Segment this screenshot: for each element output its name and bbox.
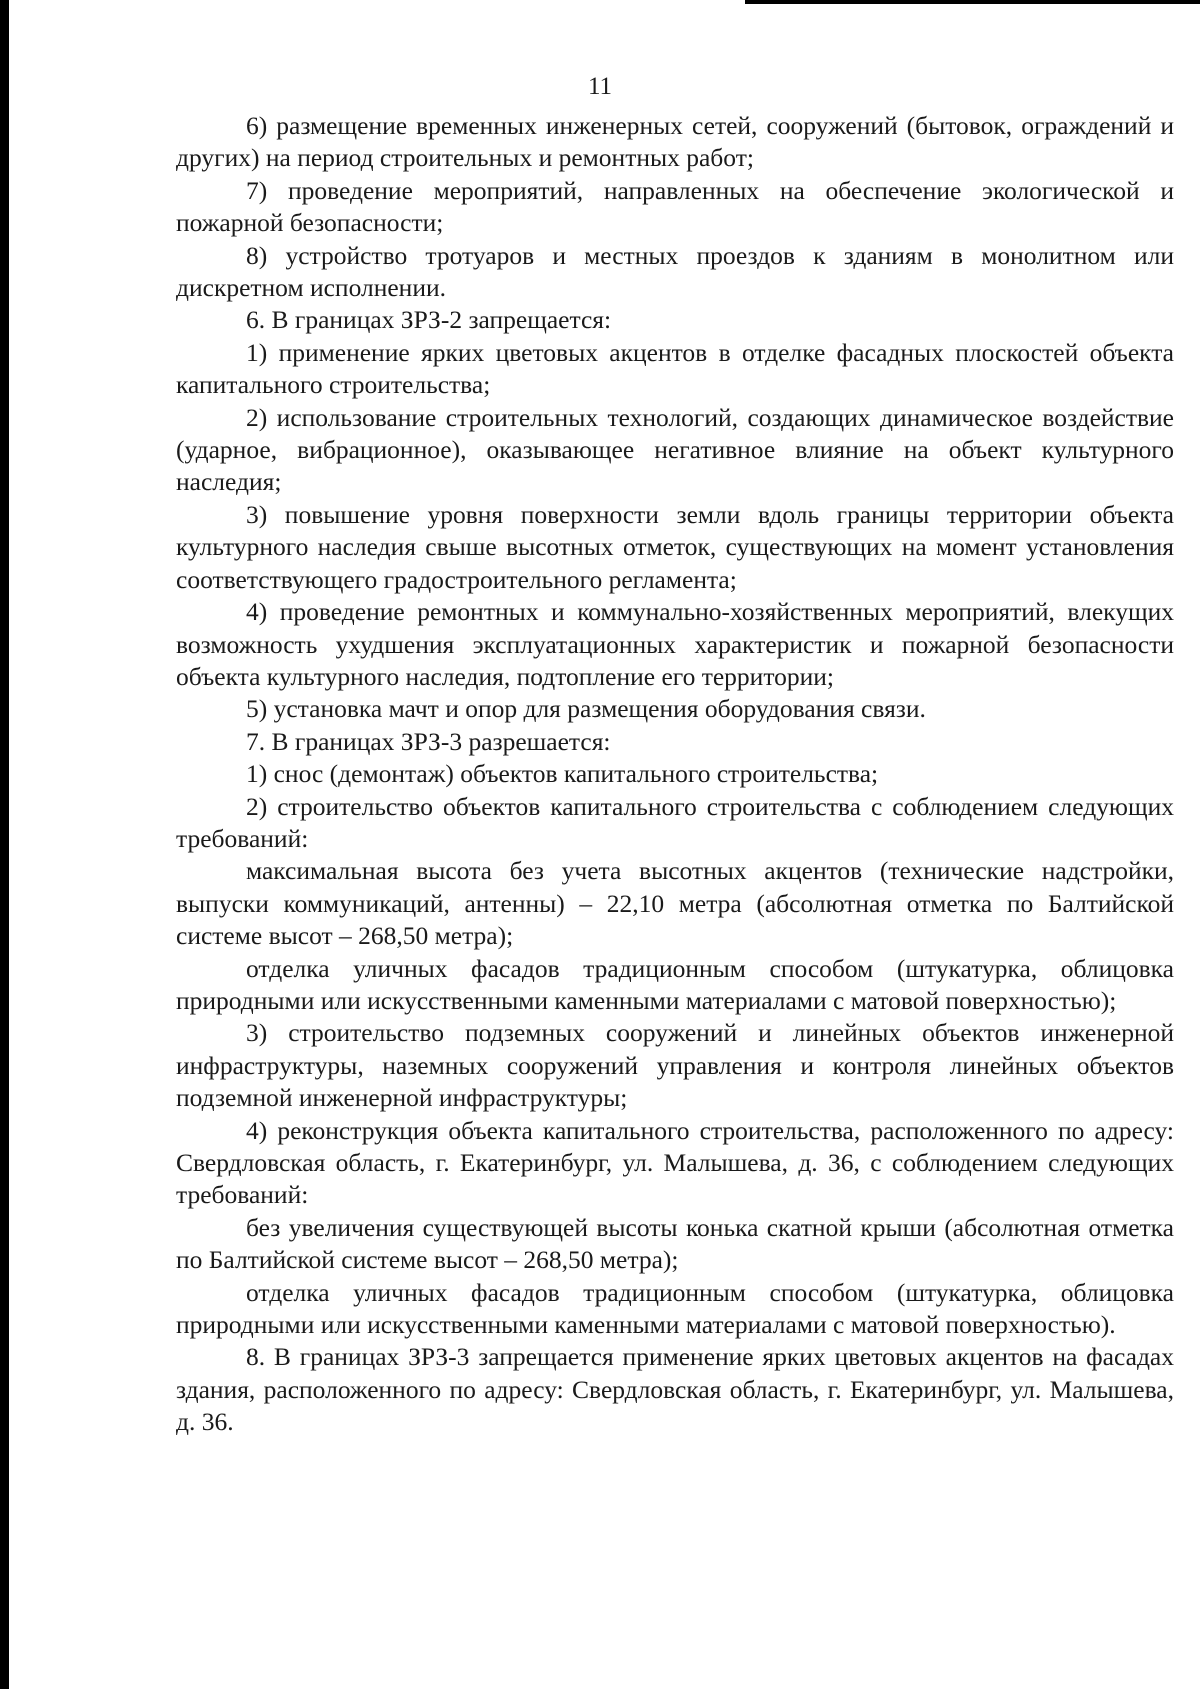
document-body — [176, 110, 1174, 1439]
scan-edge-left — [0, 0, 9, 1689]
section-8-paragraph: 8. В границах ЗРЗ-3 запрещается применение ярких цветовых акцентов на фасадах здания, расположенного по адресу: Свердловская область, г. Екатеринбург, ул. Малышева, д. 36. — [176, 1342, 1174, 1437]
paragraph-zrz2-item-5: 5) установка мачт и опор для размещения оборудования связи. — [246, 694, 926, 724]
section-7-heading: 7. В границах ЗРЗ-3 разрешается: — [246, 726, 611, 756]
paragraph-zrz2-item-4: 4) проведение ремонтных и коммунально-хозяйственных мероприятий, влекущих возможность ухудшения эксплуатационных характеристик и пожарной безопасности объекта культурного наследия, подтопление его территории; — [176, 597, 1174, 691]
paragraph-zrz3-item-4: 4) реконструкция объекта капитального строительства, расположенного по адресу: Свердловская область, г. Екатеринбург, ул. Малышева, д. 36, с соблюдением следующих требований: — [176, 1115, 1174, 1210]
paragraph-zrz3-item-4-roof: без увеличения существующей высоты конька скатной крыши (абсолютная отметка по Балтийской системе высот – 268,50 метра); — [176, 1212, 1174, 1275]
paragraph-zrz2-item-1: 1) применение ярких цветовых акцентов в отделке фасадных плоскостей объекта капитального строительства; — [176, 337, 1174, 400]
page-number: 11 — [587, 73, 613, 100]
scan-edge-top — [745, 0, 1200, 4]
paragraph-zrz3-item-2-facade: отделка уличных фасадов традиционным способом (штукатурка, облицовка природными или искусственными каменными материалами с матовой поверхностью); — [176, 953, 1174, 1015]
paragraph-item-6-temporary-networks: 6) размещение временных инженерных сетей, сооружений (бытовок, ограждений и других) на период строительных и ремонтных работ; — [176, 111, 1174, 173]
paragraph-zrz3-item-4-facade: отделка уличных фасадов традиционным способом (штукатурка, облицовка природными или искусственными каменными материалами с матовой поверхностью). — [176, 1277, 1174, 1340]
paragraph-zrz3-item-3: 3) строительство подземных сооружений и линейных объектов инженерной инфраструктуры, наземных сооружений управления и контроля линейных объектов подземной инженерной инфраструктуры; — [176, 1018, 1174, 1113]
paragraph-zrz2-item-2: 2) использование строительных технологий, создающих динамическое воздействие (ударное, вибрационное), оказывающее негативное влияние на объект культурного наследия; — [176, 402, 1174, 497]
paragraph-zrz2-item-3: 3) повышение уровня поверхности земли вдоль границы территории объекта культурного наследия свыше высотных отметок, существующих на момент установления соответствующего градостроительного регламента; — [176, 499, 1174, 594]
section-6-heading: 6. В границах ЗРЗ-2 запрещается: — [246, 305, 612, 335]
paragraph-zrz3-item-2-height: максимальная высота без учета высотных акцентов (технические надстройки, выпуски коммуникаций, антенны) – 22,10 метра (абсолютная отметка по Балтийской системе высот – 268,50 метра); — [176, 856, 1174, 951]
paragraph-zrz3-item-2: 2) строительство объектов капитального строительства с соблюдением следующих требований: — [176, 791, 1174, 853]
paragraph-zrz3-item-1: 1) снос (демонтаж) объектов капитального строительства; — [246, 759, 879, 789]
paragraph-item-7-safety-measures: 7) проведение мероприятий, направленных на обеспечение экологической и пожарной безопасности; — [176, 175, 1174, 238]
paragraph-item-8-sidewalks: 8) устройство тротуаров и местных проездов к зданиям в монолитном или дискретном исполнении. — [176, 240, 1174, 303]
